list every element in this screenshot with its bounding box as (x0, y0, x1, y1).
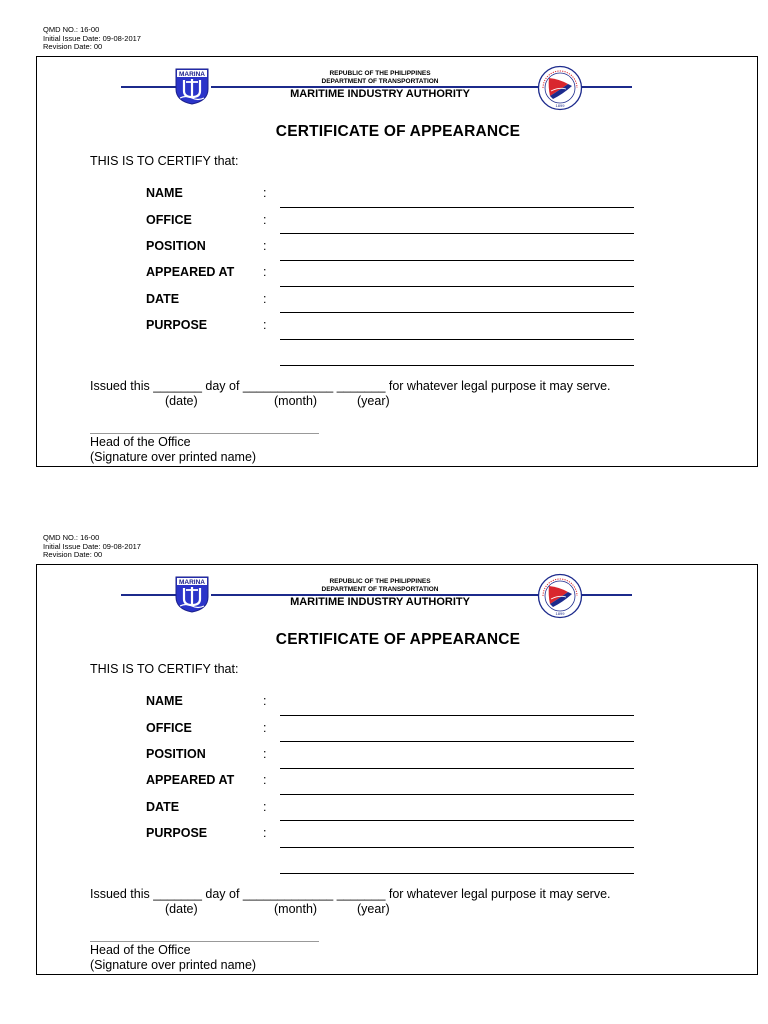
qmd-reference (43, 534, 141, 560)
issued-statement: Issued this _______ day of _____________ _______ for whatever legal purpose it may serve. (90, 887, 611, 901)
field-label-office: OFFICE (146, 721, 192, 735)
field-label-position: POSITION (146, 747, 206, 761)
signatory-note: (Signature over printed name) (90, 450, 257, 464)
office-blank-line[interactable] (280, 741, 634, 742)
dotr-seal-icon (537, 573, 583, 619)
initial-issue-date: Initial Issue Date: 09-08-2017 (43, 541, 141, 551)
qmd-reference (43, 26, 141, 52)
position-blank-line[interactable] (280, 260, 634, 261)
signature-line[interactable] (90, 941, 319, 942)
qmd-number: QMD NO.: 16-00 (43, 25, 100, 34)
field-colon: : (263, 213, 267, 227)
field-label-purpose: PURPOSE (146, 826, 208, 840)
revision-date: Revision Date: 00 (43, 550, 103, 559)
department-label: DEPARTMENT OF TRANSPORTATION (321, 586, 439, 593)
header-rule-right (579, 86, 632, 88)
marina-logo-text: MARINA (179, 579, 205, 586)
field-colon: : (263, 773, 267, 787)
agency-name: MARITIME INDUSTRY AUTHORITY (290, 88, 470, 100)
field-colon: : (263, 186, 267, 200)
field-label-date: DATE (146, 800, 180, 814)
field-label-purpose: PURPOSE (146, 318, 208, 332)
republic-label: REPUBLIC OF THE PHILIPPINES (329, 70, 431, 77)
signatory-note: (Signature over printed name) (90, 958, 257, 972)
year-sublabel: (year) (357, 902, 390, 916)
date-sublabel: (date) (165, 902, 198, 916)
qmd-number: QMD NO.: 16-00 (43, 533, 100, 542)
position-blank-line[interactable] (280, 768, 634, 769)
republic-label: REPUBLIC OF THE PHILIPPINES (329, 578, 431, 585)
field-colon: : (263, 721, 267, 735)
field-colon: : (263, 239, 267, 253)
initial-issue-date: Initial Issue Date: 09-08-2017 (43, 33, 141, 43)
appeared-at-blank-line[interactable] (280, 794, 634, 795)
signatory-title: Head of the Office (90, 435, 191, 449)
certificate-title: CERTIFICATE OF APPEARANCE (275, 631, 521, 648)
purpose-blank-line[interactable] (280, 339, 634, 340)
field-label-date: DATE (146, 292, 180, 306)
purpose-blank-line[interactable] (280, 847, 634, 848)
field-colon: : (263, 265, 267, 279)
field-label-office: OFFICE (146, 213, 192, 227)
certificate-frame (36, 564, 758, 975)
field-label-appeared-at: APPEARED AT (146, 265, 235, 279)
dotr-seal-icon (537, 65, 583, 111)
field-colon: : (263, 694, 267, 708)
field-label-name: NAME (146, 186, 183, 200)
field-colon: : (263, 747, 267, 761)
marina-logo-icon (174, 575, 210, 613)
purpose-blank-line-2[interactable] (280, 365, 634, 366)
date-blank-line[interactable] (280, 312, 634, 313)
month-sublabel: (month) (274, 394, 318, 408)
field-label-position: POSITION (146, 239, 206, 253)
marina-logo-icon (174, 67, 210, 105)
name-blank-line[interactable] (280, 207, 634, 208)
certify-statement: THIS IS TO CERTIFY that: (90, 662, 239, 676)
name-blank-line[interactable] (280, 715, 634, 716)
dotr-seal-year: 1899 (555, 103, 565, 108)
certificate-copy-2 (0, 508, 768, 1018)
certificate-title: CERTIFICATE OF APPEARANCE (275, 123, 521, 140)
department-label: DEPARTMENT OF TRANSPORTATION (321, 78, 439, 85)
field-label-appeared-at: APPEARED AT (146, 773, 235, 787)
certificate-copy-1 (0, 0, 768, 510)
year-sublabel: (year) (357, 394, 390, 408)
month-sublabel: (month) (274, 902, 318, 916)
header-rule-left (121, 86, 177, 88)
header-rule-right (579, 594, 632, 596)
dotr-seal-year: 1899 (555, 611, 565, 616)
certificate-frame (36, 56, 758, 467)
field-colon: : (263, 800, 267, 814)
marina-logo-text: MARINA (179, 71, 205, 78)
header-rule-left (121, 594, 177, 596)
certify-statement: THIS IS TO CERTIFY that: (90, 154, 239, 168)
issued-statement: Issued this _______ day of _____________ _______ for whatever legal purpose it may serve. (90, 379, 611, 393)
appeared-at-blank-line[interactable] (280, 286, 634, 287)
field-colon: : (263, 292, 267, 306)
field-colon: : (263, 318, 267, 332)
agency-name: MARITIME INDUSTRY AUTHORITY (290, 596, 470, 608)
date-sublabel: (date) (165, 394, 198, 408)
office-blank-line[interactable] (280, 233, 634, 234)
field-label-name: NAME (146, 694, 183, 708)
revision-date: Revision Date: 00 (43, 42, 103, 51)
signature-line[interactable] (90, 433, 319, 434)
purpose-blank-line-2[interactable] (280, 873, 634, 874)
date-blank-line[interactable] (280, 820, 634, 821)
signatory-title: Head of the Office (90, 943, 191, 957)
field-colon: : (263, 826, 267, 840)
